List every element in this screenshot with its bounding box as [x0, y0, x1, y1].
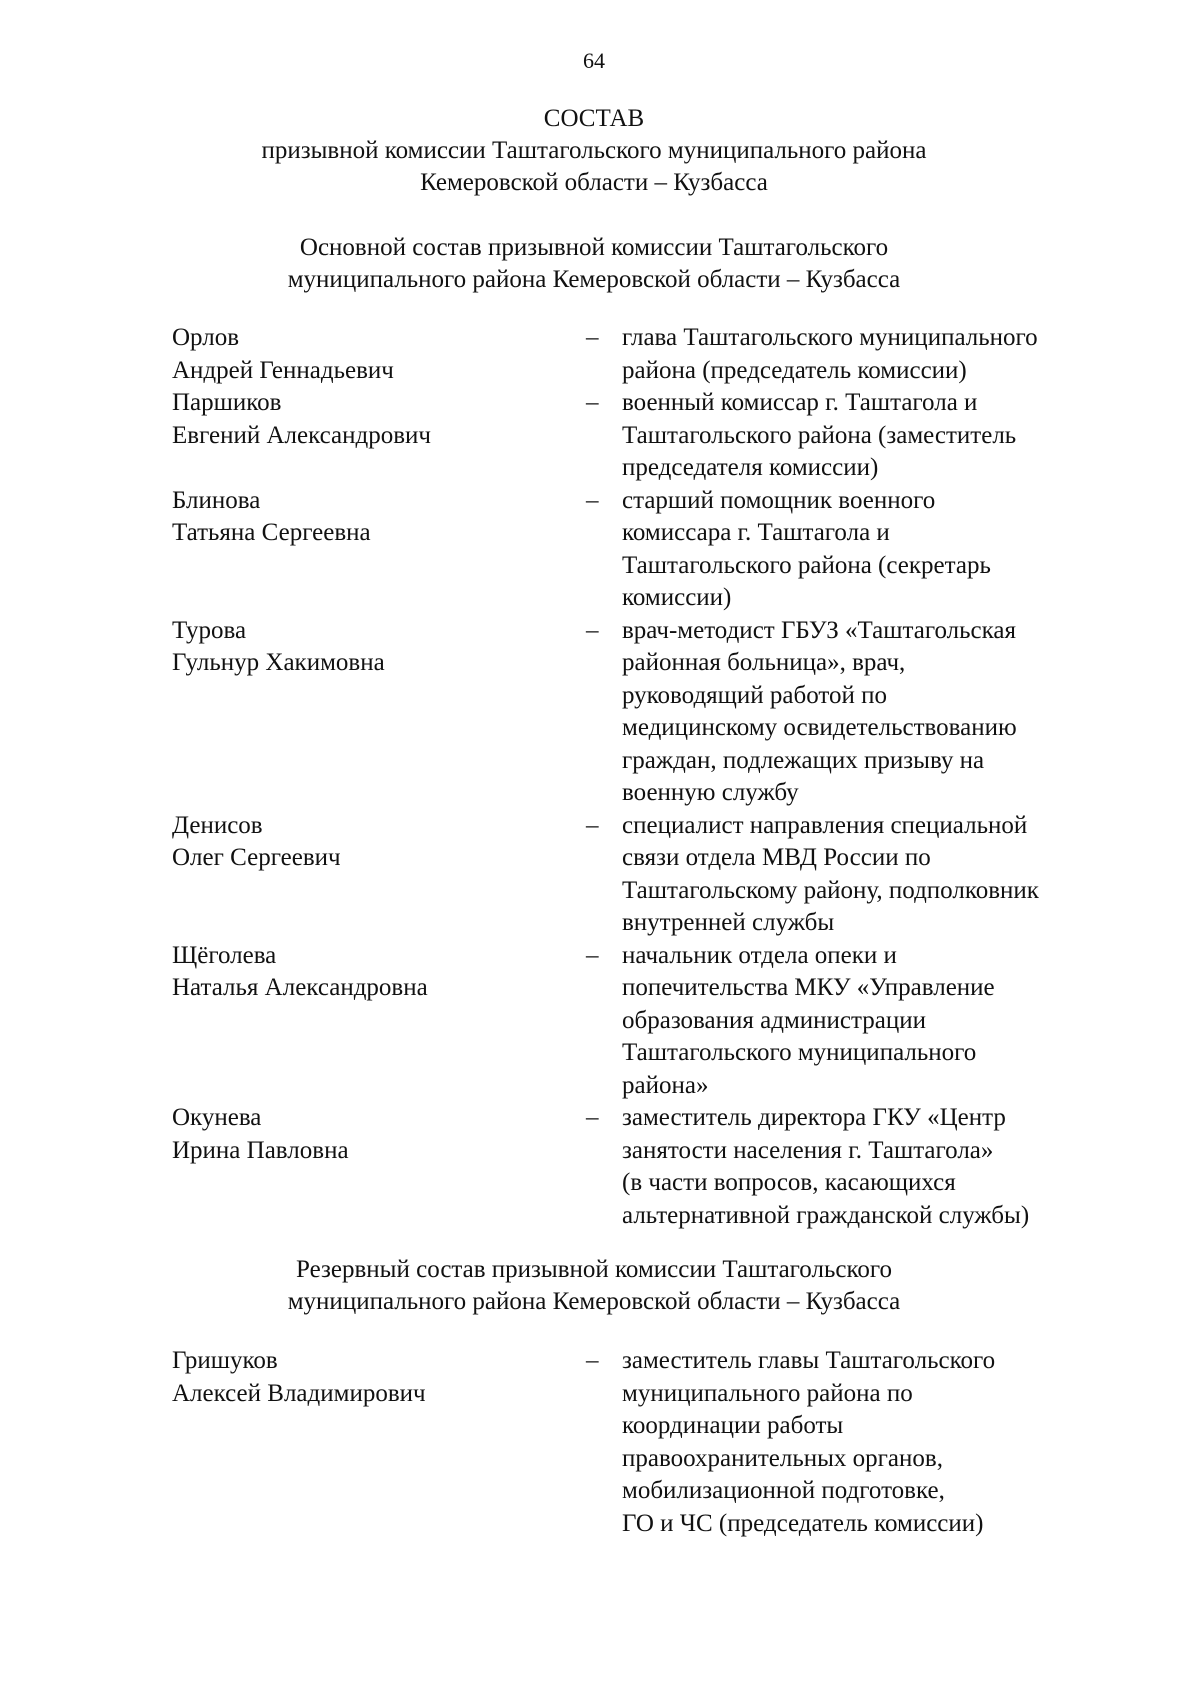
role-line: комиссара г. Таштагола и: [622, 519, 890, 546]
dash-separator: –: [586, 616, 599, 644]
member-name: [0, 615, 586, 810]
member-surname: Блинова: [172, 486, 261, 514]
role-line: медицинскому освидетельствованию: [622, 714, 1017, 741]
dash-separator: –: [586, 486, 599, 514]
role-line: (в части вопросов, касающихся: [622, 1169, 956, 1196]
role-line: попечительства МКУ «Управление: [622, 974, 995, 1001]
member-entry: [0, 322, 1200, 387]
role-line: правоохранительных органов,: [622, 1444, 943, 1472]
dash-separator: –: [586, 1104, 599, 1131]
main-members-list: [0, 322, 1200, 1232]
member-entry: [0, 485, 1200, 615]
document-title: [0, 103, 1188, 199]
member-given-name: Андрей Геннадьевич: [172, 356, 394, 384]
role-line: муниципального района по: [622, 1379, 913, 1407]
role-line: Таштагольского района (заместитель: [622, 421, 1017, 449]
member-role: [622, 387, 1112, 485]
role-line: старший помощник военного: [622, 486, 936, 514]
role-line: района»: [622, 1071, 709, 1099]
member-entry: [0, 810, 1200, 940]
member-given-name: Гульнур Хакимовна: [172, 649, 385, 676]
dash-separator: –: [586, 324, 599, 351]
role-line: районная больница», врач,: [622, 649, 906, 676]
title-line-3: Кемеровской области – Кузбасса: [420, 169, 768, 196]
member-surname: Турова: [172, 616, 247, 644]
role-line: ГО и ЧС (председатель комиссии): [622, 1509, 984, 1537]
member-surname: Щёголева: [172, 941, 277, 969]
member-entry: [0, 940, 1200, 1103]
main-section-heading-line-2: муниципального района Кемеровской области – Кузбасса: [287, 266, 901, 293]
page-number: 64: [583, 48, 605, 73]
member-given-name: Олег Сергеевич: [172, 844, 341, 871]
member-role: [622, 1345, 1112, 1540]
member-name: [0, 485, 586, 615]
member-given-name: Алексей Владимирович: [172, 1379, 426, 1407]
role-line: начальник отдела опеки и: [622, 941, 897, 969]
role-line: руководящий работой по: [622, 681, 888, 709]
member-given-name: Ирина Павловна: [172, 1136, 349, 1164]
role-line: заместитель главы Таштагольского: [622, 1347, 996, 1374]
role-line: занятости населения г. Таштагола»: [622, 1136, 994, 1164]
member-surname: Орлов: [172, 324, 240, 351]
member-entry: [0, 615, 1200, 810]
role-line: Таштагольскому району, подполковник: [622, 876, 1039, 904]
role-line: внутренней службы: [622, 909, 835, 936]
role-line: граждан, подлежащих призыву на: [622, 746, 985, 774]
member-given-name: Наталья Александровна: [172, 974, 428, 1001]
member-name: [0, 322, 586, 387]
reserve-section-heading: [0, 1254, 1188, 1318]
role-line: координации работы: [622, 1412, 844, 1439]
member-surname: Гришуков: [172, 1347, 278, 1374]
role-line: специалист направления специальной: [622, 811, 1028, 839]
member-name: [0, 810, 586, 940]
role-line: альтернативной гражданской службы): [622, 1201, 1030, 1229]
role-line: комиссии): [622, 584, 732, 611]
member-entry: [0, 1102, 1200, 1232]
member-entry: [0, 387, 1200, 485]
role-line: глава Таштагольского муниципального: [622, 324, 1038, 351]
reserve-members-list: [0, 1345, 1200, 1540]
member-surname: Окунева: [172, 1104, 262, 1131]
dash-separator: –: [586, 811, 599, 839]
member-name: [0, 387, 586, 485]
role-line: врач-методист ГБУЗ «Таштагольская: [622, 616, 1016, 644]
title-line-1: СОСТАВ: [543, 105, 645, 132]
role-line: Таштагольского муниципального: [622, 1039, 977, 1066]
dash-separator: –: [586, 1347, 599, 1374]
role-line: образования администрации: [622, 1006, 926, 1034]
title-line-2: призывной комиссии Таштагольского муниципального района: [261, 137, 927, 164]
member-role: [622, 615, 1112, 810]
dash-separator: –: [586, 389, 599, 416]
role-line: мобилизационной подготовке,: [622, 1477, 945, 1504]
member-given-name: Евгений Александрович: [172, 421, 431, 449]
member-role: [622, 810, 1112, 940]
member-role: [622, 940, 1112, 1103]
role-line: района (председатель комиссии): [622, 356, 967, 384]
reserve-section-heading-line-2: муниципального района Кемеровской области – Кузбасса: [287, 1288, 901, 1315]
role-line: Таштагольского района (секретарь: [622, 551, 991, 579]
member-surname: Паршиков: [172, 389, 282, 416]
role-line: связи отдела МВД России по: [622, 844, 931, 871]
role-line: военную службу: [622, 779, 799, 806]
member-surname: Денисов: [172, 811, 263, 839]
role-line: председателя комиссии): [622, 454, 879, 481]
role-line: военный комиссар г. Таштагола и: [622, 389, 978, 416]
member-name: [0, 1345, 586, 1540]
member-entry: [0, 1345, 1200, 1540]
main-section-heading-line-1: Основной состав призывной комиссии Таштагольского: [299, 234, 889, 261]
role-line: заместитель директора ГКУ «Центр: [622, 1104, 1006, 1131]
member-given-name: Татьяна Сергеевна: [172, 519, 371, 546]
dash-separator: –: [586, 941, 599, 969]
reserve-section-heading-line-1: Резервный состав призывной комиссии Таштагольского: [296, 1256, 892, 1283]
member-name: [0, 940, 586, 1103]
member-name: [0, 1102, 586, 1232]
member-role: [622, 1102, 1112, 1232]
main-section-heading: [0, 232, 1188, 296]
member-role: [622, 485, 1112, 615]
member-role: [622, 322, 1112, 387]
